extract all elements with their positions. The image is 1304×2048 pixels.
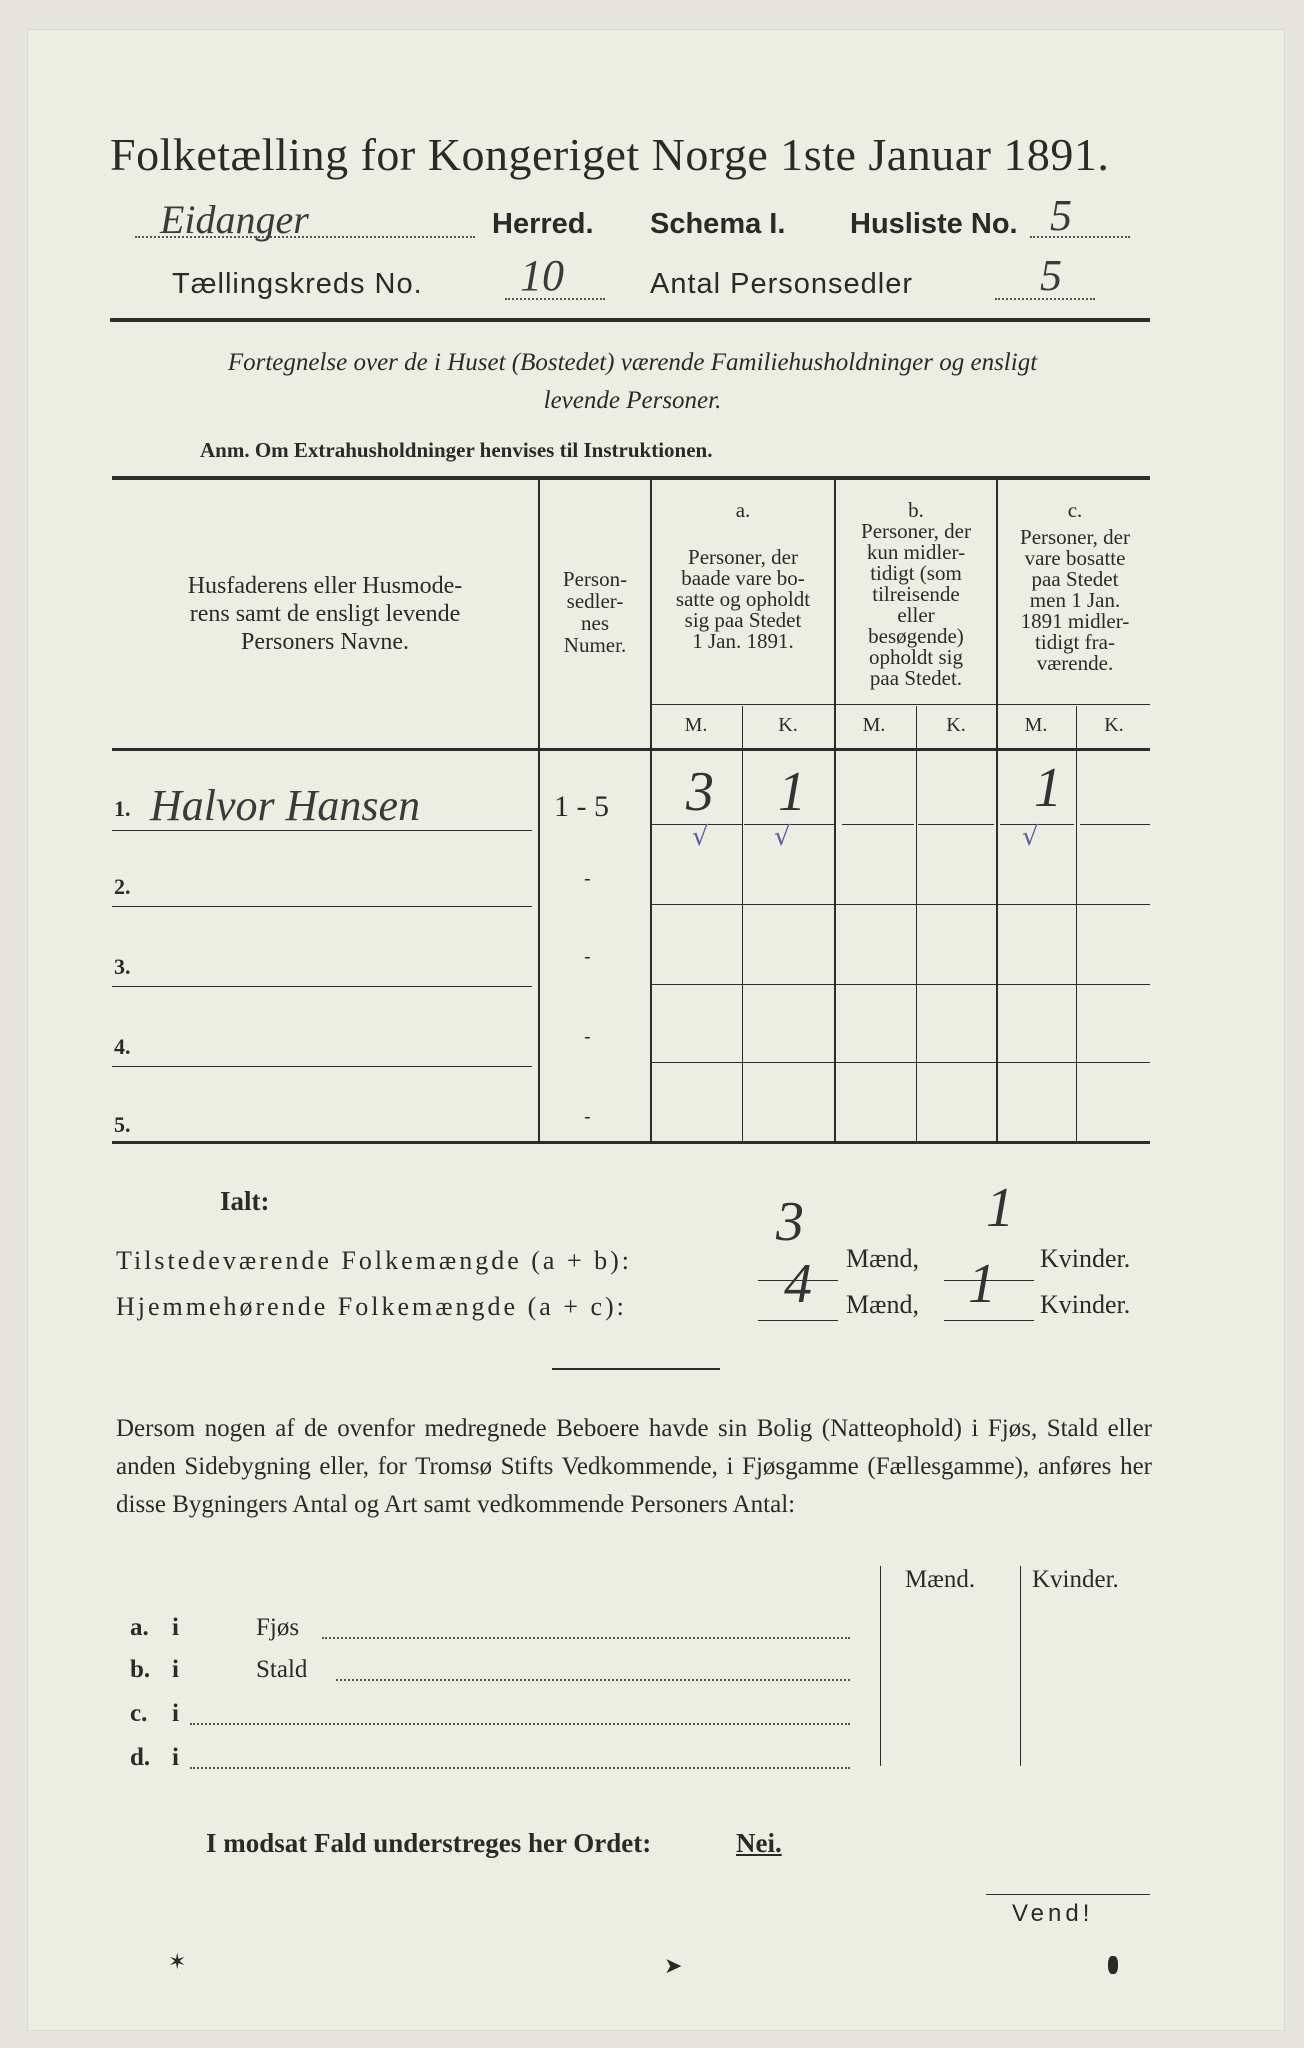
b-m-label: M. <box>862 714 886 736</box>
schema-label: Schema I. <box>650 208 786 240</box>
table-header-rule <box>112 748 1150 751</box>
row-1-a-m: 3 <box>686 761 714 823</box>
bldg-b-label: Stald <box>256 1656 308 1683</box>
nei-word: Nei. <box>736 1828 782 1858</box>
bldg-a-label: Fjøs <box>256 1614 300 1641</box>
buildings-maend-header: Mænd. <box>905 1566 976 1593</box>
antal-label: Antal Personsedler <box>650 268 914 300</box>
mk-subheader-rule <box>650 704 1150 705</box>
kreds-value: 10 <box>520 251 564 300</box>
r1-bk-line <box>918 824 994 825</box>
form-title: Folketælling for Kongeriget Norge 1ste Januar 1891. <box>110 129 1110 180</box>
r1-bm-line <box>842 824 914 825</box>
col-a-header: a. Personer, der baade vare bo- satte og opholdt sig paa Stedet 1 Jan. 1891. <box>675 498 811 653</box>
bldg-c-letter: c. <box>130 1700 148 1727</box>
hjemme-label: Hjemmehørende Folkemængde (a + c): <box>116 1292 627 1321</box>
bldg-b-letter: b. <box>130 1656 151 1683</box>
bldg-d-letter: d. <box>130 1744 151 1771</box>
row-1-c-m-check: √ <box>1022 822 1039 852</box>
a-k-label: K. <box>778 714 798 736</box>
vline-a-mk <box>742 706 743 1142</box>
hjemme-kvinder-line <box>944 1320 1034 1321</box>
buildings-vline-1 <box>880 1566 881 1766</box>
hjemme-maend-line <box>758 1320 838 1321</box>
a-m-label: M. <box>684 714 708 736</box>
row-1-a-k-check: √ <box>774 822 791 852</box>
herred-value: Eidanger <box>160 197 309 242</box>
hjemme-maend-value: 4 <box>784 1253 812 1315</box>
row-1-num: 1. <box>114 796 131 821</box>
tilstede-maend-word: Mænd, <box>846 1244 919 1273</box>
row-3-underline <box>112 986 532 987</box>
bldg-b-i: i <box>172 1656 179 1683</box>
table-top-rule <box>112 476 1150 480</box>
buildings-vline-2 <box>1020 1566 1021 1766</box>
row-4-underline <box>112 1066 532 1067</box>
ink-mark-left: ✶ <box>168 1950 187 1975</box>
bldg-b-dots <box>336 1678 850 1681</box>
hjemme-kvinder-value: 1 <box>968 1253 996 1315</box>
buildings-paragraph: Dersom nogen af de ovenfor medregnede Beboere havde sin Bolig (Natteophold) i Fjøs, Stald eller anden Sidebygning eller, for Tromsø Stifts Vedkommende, i Fjøsgamme (Fællesgamme), anføres her disse Bygningers Antal og Art samt vedkommende Personers Antal: <box>116 1415 1152 1518</box>
husliste-label: Husliste No. <box>850 208 1018 240</box>
row-5-sedler: - <box>584 1104 591 1128</box>
row-1-sedler: 1 - 5 <box>554 790 609 823</box>
b-k-label: K. <box>946 714 966 736</box>
bldg-a-letter: a. <box>130 1614 149 1641</box>
row-3-num: 3. <box>114 954 131 979</box>
row-2-sedler: - <box>584 866 591 890</box>
anm-note: Anm. Om Extrahusholdninger henvises til Instruktionen. <box>200 438 713 462</box>
row-3-sedler: - <box>584 944 591 968</box>
buildings-kvinder-header: Kvinder. <box>1032 1566 1119 1593</box>
kreds-dotline <box>505 296 605 300</box>
bldg-c-dots <box>190 1722 850 1725</box>
tilstede-label: Tilstedeværende Folkemængde (a + b): <box>116 1246 632 1275</box>
census-form-page <box>28 30 1284 2030</box>
vend-text: Vend! <box>1012 1900 1094 1927</box>
kreds-label: Tællingskreds No. <box>172 268 423 300</box>
section-divider <box>552 1368 720 1370</box>
vend-rule <box>986 1894 1150 1895</box>
antal-dotline <box>995 296 1095 300</box>
col-c-header: c. Personer, der vare bosatte paa Stedet men 1 Jan. 1891 midler- tidigt fra- værende. <box>1020 498 1130 675</box>
r2-data-line <box>652 904 1150 905</box>
herred-label: Herred. <box>492 208 594 240</box>
r4-data-line <box>652 1062 1150 1063</box>
husliste-value: 5 <box>1050 191 1072 240</box>
tilstede-kvinder-word: Kvinder. <box>1040 1244 1131 1273</box>
col-num-header: Person- sedler- nes Numer. <box>562 567 628 657</box>
ialt-label: Ialt: <box>220 1186 270 1216</box>
ink-mark-center: ➤ <box>664 1954 683 1979</box>
husliste-dotline <box>1030 234 1130 238</box>
table-bottom-rule <box>112 1141 1150 1144</box>
row-4-num: 4. <box>114 1034 131 1059</box>
row-1-a-m-check: √ <box>692 822 709 852</box>
row-1-name: Halvor Hansen <box>150 781 421 830</box>
col-names-header: Husfaderens eller Husmode- rens samt de ensligt levende Personers Navne. <box>187 573 463 655</box>
row-5-num: 5. <box>114 1112 131 1137</box>
bldg-c-i: i <box>172 1700 179 1727</box>
ink-mark-right <box>1108 1956 1118 1974</box>
r1-ck-line <box>1080 824 1150 825</box>
modsat-text: I modsat Fald understreges her Ordet: <box>206 1828 652 1858</box>
antal-value: 5 <box>1040 251 1062 300</box>
bldg-a-dots <box>322 1636 850 1639</box>
row-2-num: 2. <box>114 874 131 899</box>
tilstede-maend-value: 3 <box>776 1191 804 1253</box>
vline-b-mk <box>916 706 917 1142</box>
row-4-sedler: - <box>584 1024 591 1048</box>
r3-data-line <box>652 984 1150 985</box>
header-rule <box>110 318 1150 322</box>
intro-line2: levende Personer. <box>543 387 722 414</box>
intro-line1: Fortegnelse over de i Huset (Bostedet) værende Familiehusholdninger og ensligt <box>227 349 1038 376</box>
row-2-underline <box>112 906 532 907</box>
bldg-d-i: i <box>172 1744 179 1771</box>
row-1-a-k: 1 <box>778 761 806 823</box>
c-m-label: M. <box>1024 714 1048 736</box>
bldg-a-i: i <box>172 1614 179 1641</box>
col-b-header: b. Personer, der kun midler- tidigt (som tilreisende eller besøgende) opholdt sig paa Stedet. <box>861 498 971 690</box>
vline-c-mk <box>1076 706 1077 1142</box>
c-k-label: K. <box>1104 714 1124 736</box>
bldg-d-dots <box>190 1766 850 1769</box>
row-1-c-m: 1 <box>1034 757 1062 819</box>
hjemme-kvinder-word: Kvinder. <box>1040 1290 1131 1319</box>
tilstede-kvinder-value: 1 <box>986 1177 1014 1239</box>
hjemme-maend-word: Mænd, <box>846 1290 919 1319</box>
